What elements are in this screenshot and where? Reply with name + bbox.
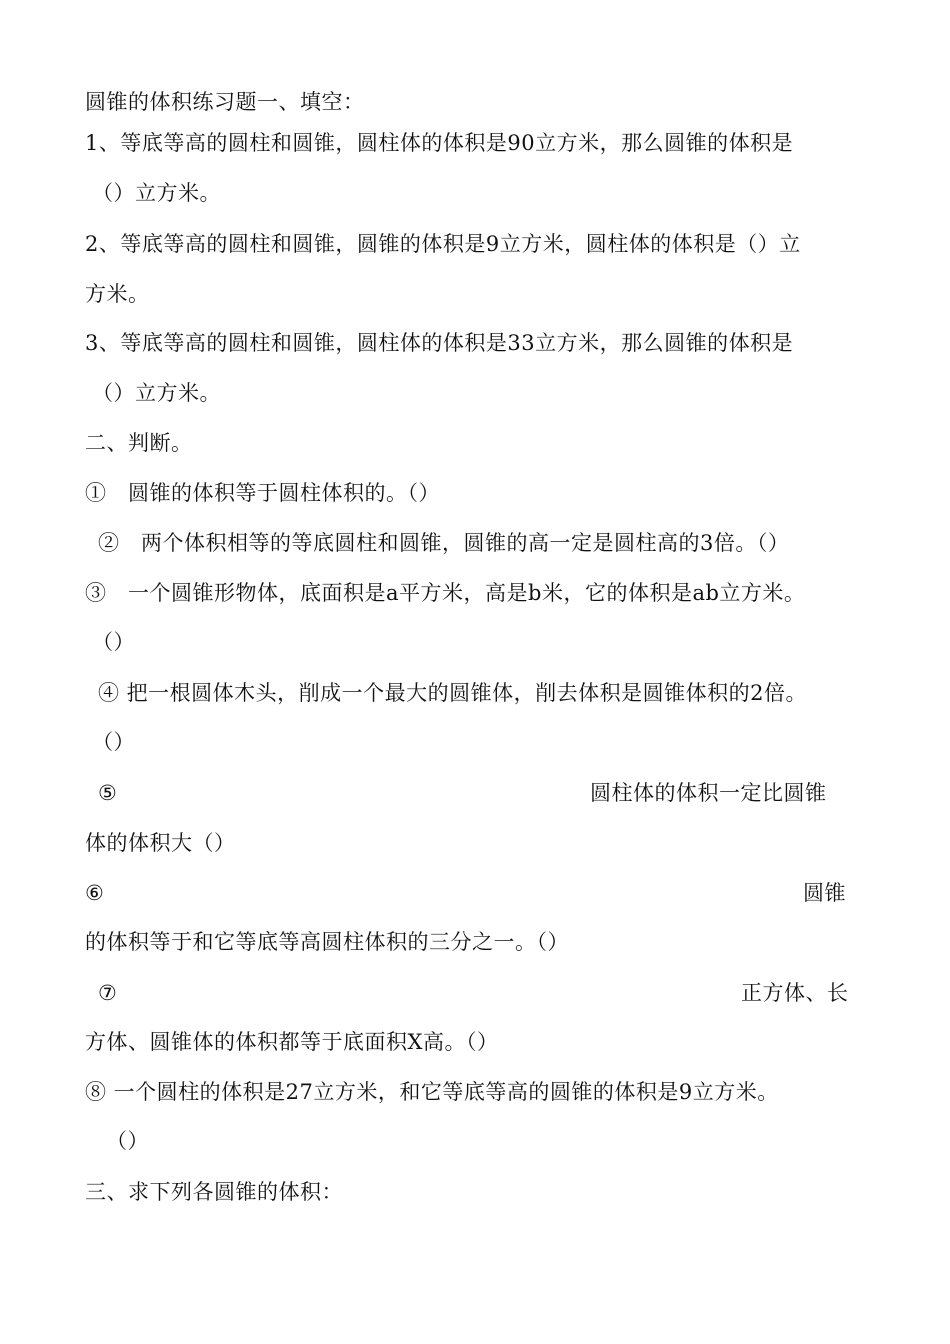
judge-question-7-cont: 方体、圆锥体的体积都等于底面积X高。（）: [85, 1030, 499, 1054]
document-title: 圆锥的体积练习题一、填空：: [85, 90, 365, 114]
judge-question-6-cont: 的体积等于和它等底等高圆柱体积的三分之一。（）: [85, 930, 569, 954]
fill-in-question-3-cont: （）立方米。: [92, 381, 221, 405]
judge-question-5: 圆柱体的体积一定比圆锥: [590, 781, 827, 805]
fill-in-question-1-cont: （）立方米。: [92, 181, 221, 205]
judge-question-5-number: ⑤: [98, 781, 118, 805]
fill-in-question-2-cont: 方米。: [85, 282, 150, 306]
judge-question-5-cont: 体的体积大（）: [85, 831, 236, 855]
section-2-heading: 二、判断。: [85, 431, 193, 455]
judge-question-8: ⑧ 一个圆柱的体积是27立方米，和它等底等高的圆锥的体积是9立方米。: [85, 1080, 779, 1104]
judge-question-6-number: ⑥: [85, 881, 105, 905]
judge-question-8-answer: （）: [106, 1129, 149, 1153]
fill-in-question-1: 1、等底等高的圆柱和圆锥，圆柱体的体积是90立方米，那么圆锥的体积是: [85, 131, 794, 155]
fill-in-question-3: 3、等底等高的圆柱和圆锥，圆柱体的体积是33立方米，那么圆锥的体积是: [85, 331, 794, 355]
judge-question-1: ① 圆锥的体积等于圆柱体积的。（）: [85, 481, 440, 505]
judge-question-4-answer: （）: [92, 730, 135, 754]
judge-question-6: 圆锥: [803, 881, 846, 905]
judge-question-4: ④ 把一根圆体木头，削成一个最大的圆锥体，削去体积是圆锥体积的2倍。: [98, 681, 808, 705]
judge-question-3: ③ 一个圆锥形物体，底面积是a平方米，高是b米，它的体积是ab立方米。: [85, 581, 806, 605]
judge-question-7: 正方体、长: [741, 981, 849, 1005]
judge-question-2: ② 两个体积相等的等底圆柱和圆锥，圆锥的高一定是圆柱高的3倍。（）: [98, 531, 790, 555]
section-3-heading: 三、求下列各圆锥的体积：: [85, 1180, 343, 1204]
fill-in-question-2: 2、等底等高的圆柱和圆锥，圆锥的体积是9立方米，圆柱体的体积是（）立: [85, 232, 801, 256]
judge-question-7-number: ⑦: [98, 981, 118, 1005]
judge-question-3-answer: （）: [92, 630, 135, 654]
